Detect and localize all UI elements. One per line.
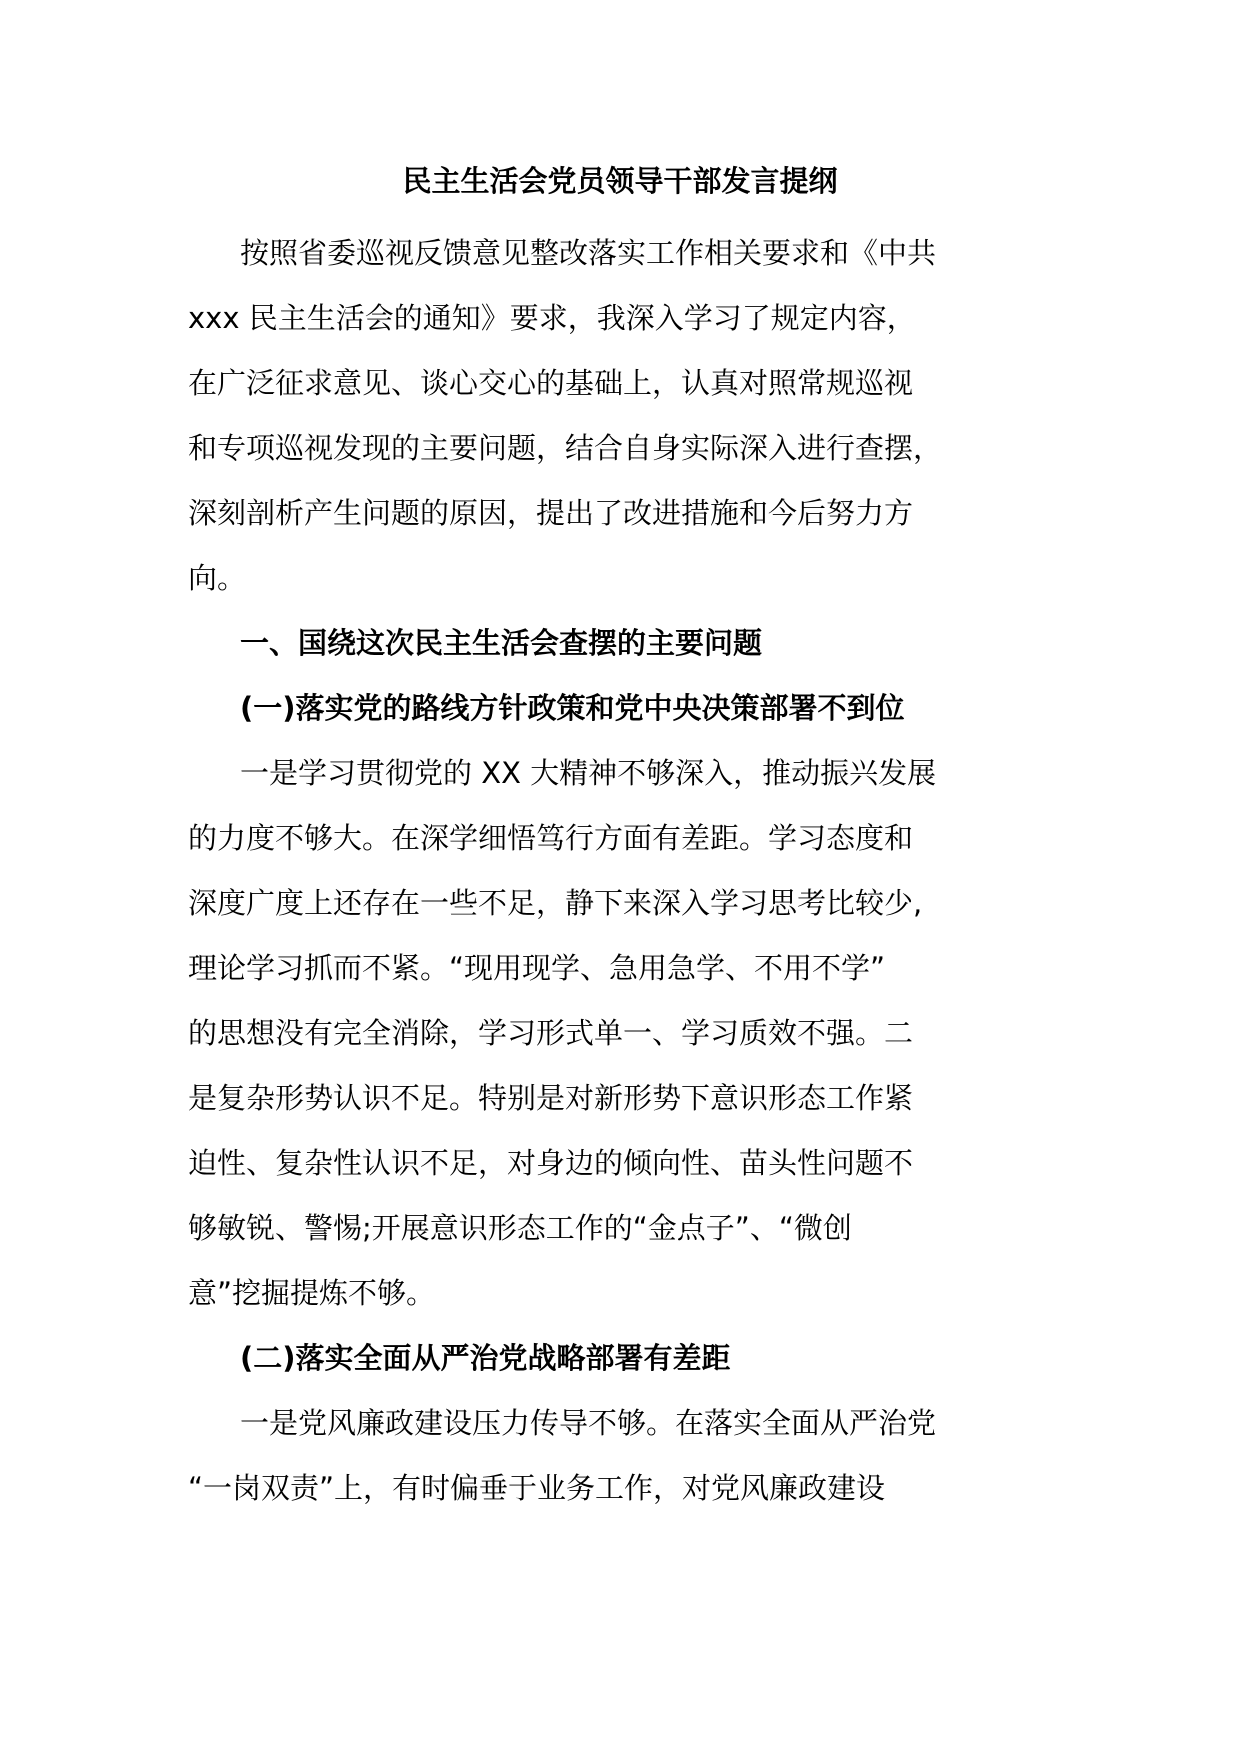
subsection-heading: (一)落实党的路线方针政策和党中央决策部署不到位 — [240, 691, 905, 725]
paragraph-line: 深度广度上还存在一些不足，静下来深入学习思考比较少, — [188, 886, 923, 920]
paragraph-line: 一是学习贯彻党的 XX 大精神不够深入，推动振兴发展 — [240, 756, 937, 790]
paragraph-line: 一是党风廉政建设压力传导不够。在落实全面从严治党 — [240, 1406, 937, 1440]
document-body — [188, 221, 1048, 1521]
intro-line: 在广泛征求意见、谈心交心的基础上，认真对照常规巡视 — [188, 366, 914, 400]
paragraph-line: 是复杂形势认识不足。特别是对新形势下意识形态工作紧 — [188, 1081, 914, 1115]
paragraph-line: 意”挖掘提炼不够。 — [188, 1276, 436, 1310]
intro-line: xxx 民主生活会的通知》要求，我深入学习了规定内容， — [188, 301, 916, 335]
intro-line: 按照省委巡视反馈意见整改落实工作相关要求和《中共 — [240, 236, 937, 270]
paragraph-line: 理论学习抓而不紧。“现用现学、急用急学、不用不学” — [188, 951, 886, 985]
subsection-heading: (二)落实全面从严治党战略部署有差距 — [240, 1341, 731, 1375]
paragraph-line: 的思想没有完全消除，学习形式单一、学习质效不强。二 — [188, 1016, 914, 1050]
paragraph-line: 够敏锐、警惕;开展意识形态工作的“金点子”、“微创 — [188, 1211, 852, 1245]
intro-line: 和专项巡视发现的主要问题，结合自身实际深入进行查摆， — [188, 431, 943, 465]
paragraph-line: 的力度不够大。在深学细悟笃行方面有差距。学习态度和 — [188, 821, 914, 855]
paragraph-line: “一岗双责”上，有时偏垂于业务工作，对党风廉政建设 — [188, 1471, 886, 1505]
section-heading: 一、国绕这次民主生活会查摆的主要问题 — [240, 626, 763, 660]
paragraph-line: 迫性、复杂性认识不足，对身边的倾向性、苗头性问题不 — [188, 1146, 914, 1180]
intro-line: 向。 — [188, 561, 247, 595]
document-title: 民主生活会党员领导干部发言提纲 — [402, 164, 838, 198]
intro-line: 深刻剖析产生问题的原因，提出了改进措施和今后努力方 — [188, 496, 914, 530]
